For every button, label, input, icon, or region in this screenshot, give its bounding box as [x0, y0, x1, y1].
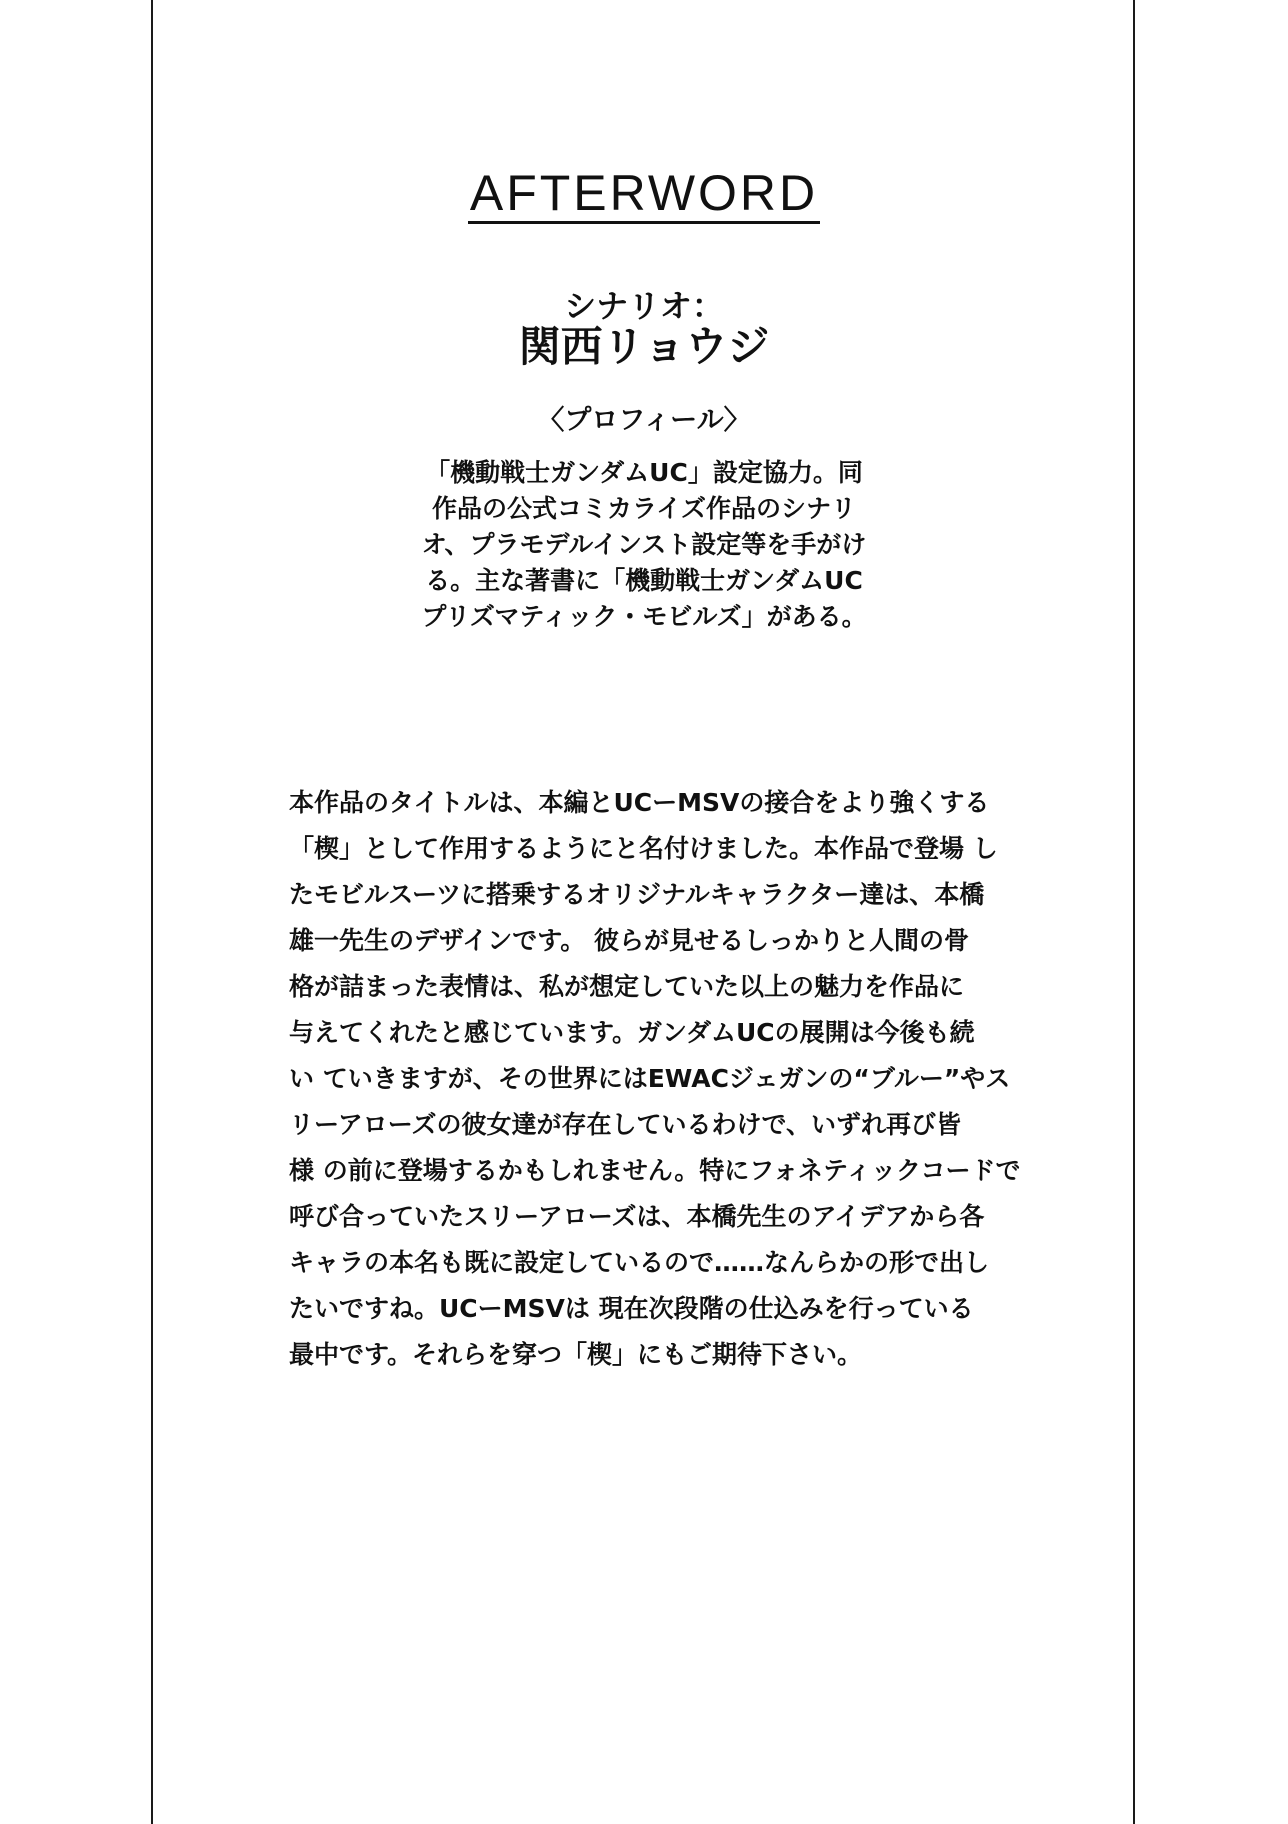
body-line: 格が詰まった表情は、私が想定していた以上の魅力を作品に: [289, 972, 965, 1001]
page-title-text: AFTERWORD: [468, 165, 820, 224]
page-border-left: [151, 0, 153, 1824]
body-line: 様 の前に登場するかもしれません。特にフォネティックコードで: [289, 1156, 1021, 1185]
body-line: い ていきますが、その世界にはEWACジェガンの“ブルー”やス: [289, 1064, 1011, 1093]
body-line: 雄一先生のデザインです。 彼らが見せるしっかりと人間の骨: [289, 926, 969, 955]
page-border-right: [1133, 0, 1135, 1824]
profile-line: オ、プラモデルインスト設定等を手がけ: [421, 530, 867, 559]
body-line: キャラの本名も既に設定しているので……なんらかの形で出し: [289, 1248, 990, 1277]
profile-line: プリズマティック・モビルズ」がある。: [421, 602, 867, 631]
body-line: たいですね。UCーMSVは 現在次段階の仕込みを行っている: [289, 1294, 974, 1323]
afterword-body: [289, 780, 1021, 1378]
profile-line: 「機動戦士ガンダムUC」設定協力。同: [425, 458, 863, 487]
profile-body: [0, 455, 1288, 635]
body-line: リーアローズの彼女達が存在しているわけで、いずれ再び皆: [289, 1110, 962, 1139]
profile-line: 作品の公式コミカライズ作品のシナリ: [431, 494, 856, 523]
page-title: [0, 163, 1288, 224]
body-line: 最中です。それらを穿つ「楔」にもご期待下さい。: [289, 1340, 863, 1369]
author-role: シナリオ：: [564, 287, 724, 325]
body-line: たモビルスーツに搭乗するオリジナルキャラクター達は、本橋: [289, 880, 985, 909]
body-line: 「楔」として作用するようにと名付けました。本作品で登場 し: [289, 834, 998, 863]
body-line: 本作品のタイトルは、本編とUCーMSVの接合をより強くする: [289, 788, 990, 817]
profile-heading: 〈プロフィール〉: [537, 405, 751, 436]
profile-line: る。主な著書に「機動戦士ガンダムUC: [425, 566, 863, 595]
body-line: 呼び合っていたスリーアローズは、本橋先生のアイデアから各: [289, 1202, 985, 1231]
body-line: 与えてくれたと感じています。ガンダムUCの展開は今後も続: [289, 1018, 975, 1047]
author-name: 関西リョウジ: [518, 322, 770, 371]
